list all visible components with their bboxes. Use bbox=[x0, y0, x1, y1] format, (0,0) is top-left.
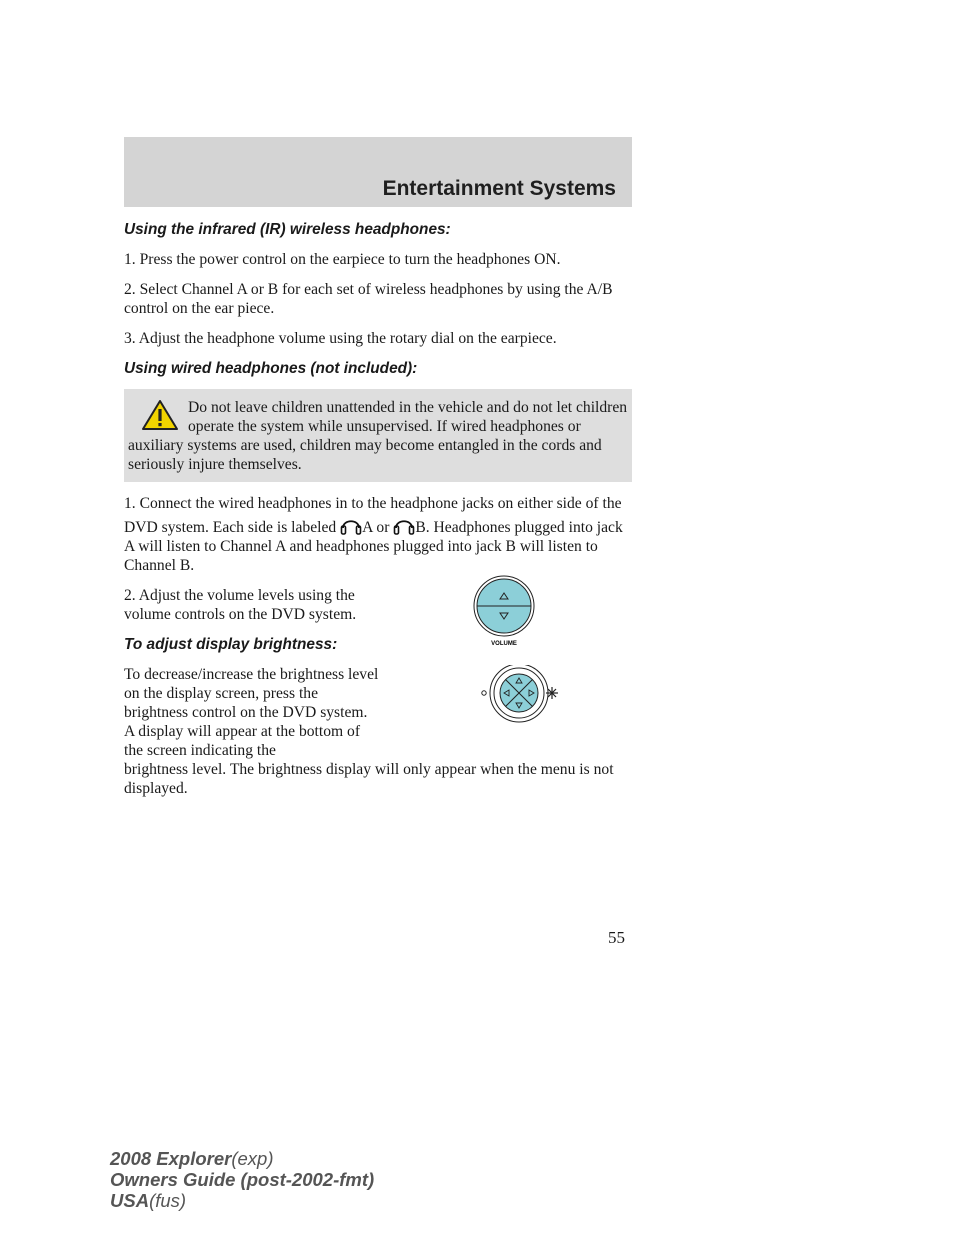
headphone-icon bbox=[340, 513, 362, 537]
section-title: Entertainment Systems bbox=[382, 177, 616, 200]
wired-heading: Using wired headphones (not included): bbox=[124, 360, 418, 377]
headphone-icon bbox=[393, 513, 415, 537]
footer-line-1 bbox=[110, 1148, 374, 1169]
brightness-heading: To adjust display brightness: bbox=[124, 636, 338, 653]
wired-step-1-part-1: 1. Connect the wired headphones in to the headphone jacks on either side of the DVD system. Each side is labeled bbox=[124, 495, 622, 536]
footer bbox=[110, 1148, 374, 1211]
footer-model-code: (exp) bbox=[231, 1148, 274, 1169]
volume-label: VOLUME bbox=[491, 641, 517, 647]
footer-market: USA bbox=[110, 1190, 150, 1211]
footer-market-code: (fus) bbox=[149, 1190, 187, 1211]
ir-step-3: 3. Adjust the headphone volume using the rotary dial on the earpiece. bbox=[124, 330, 557, 347]
wired-step-2: 2. Adjust the volume levels using the volume controls on the DVD system. bbox=[124, 587, 357, 623]
warning-box bbox=[124, 389, 632, 482]
warning-triangle-icon bbox=[140, 398, 180, 432]
ir-step-2: 2. Select Channel A or B for each set of wireless headphones by using the A/B control on the ear piece. bbox=[124, 281, 613, 317]
footer-line-2: Owners Guide (post-2002-fmt) bbox=[110, 1169, 375, 1190]
ir-heading: Using the infrared (IR) wireless headphones: bbox=[124, 221, 451, 238]
brightness-text-narrow: To decrease/increase the brightness level on the display screen, press the brightness control on the DVD system. A display will appear at the bottom of the screen indicating the bbox=[124, 666, 379, 759]
volume-control-icon bbox=[472, 574, 536, 650]
footer-model: 2008 Explorer bbox=[110, 1148, 232, 1169]
wired-step-1-part-2: A or bbox=[362, 519, 390, 536]
warning-text: Do not leave children unattended in the vehicle and do not let children operate the system while unsupervised. If wired headphones or auxiliary systems are used, children may become entangled in the cords and seriously injure themselves. bbox=[128, 399, 628, 473]
page-number: 55 bbox=[608, 928, 625, 947]
wired-step-1 bbox=[124, 494, 632, 575]
brightness-row bbox=[124, 665, 632, 760]
brightness-control-icon bbox=[478, 665, 558, 729]
ir-step-1: 1. Press the power control on the earpiece to turn the headphones ON. bbox=[124, 251, 561, 268]
brightness-text-full: brightness level. The brightness display will only appear when the menu is not displayed. bbox=[124, 761, 614, 797]
wired-step-1-part-3: B. Headphones plugged into jack A will listen to Channel A and headphones plugged into jack B will listen to Channel B. bbox=[124, 519, 623, 574]
header-band bbox=[124, 137, 632, 207]
page-content bbox=[124, 220, 632, 809]
footer-line-3 bbox=[110, 1190, 374, 1211]
